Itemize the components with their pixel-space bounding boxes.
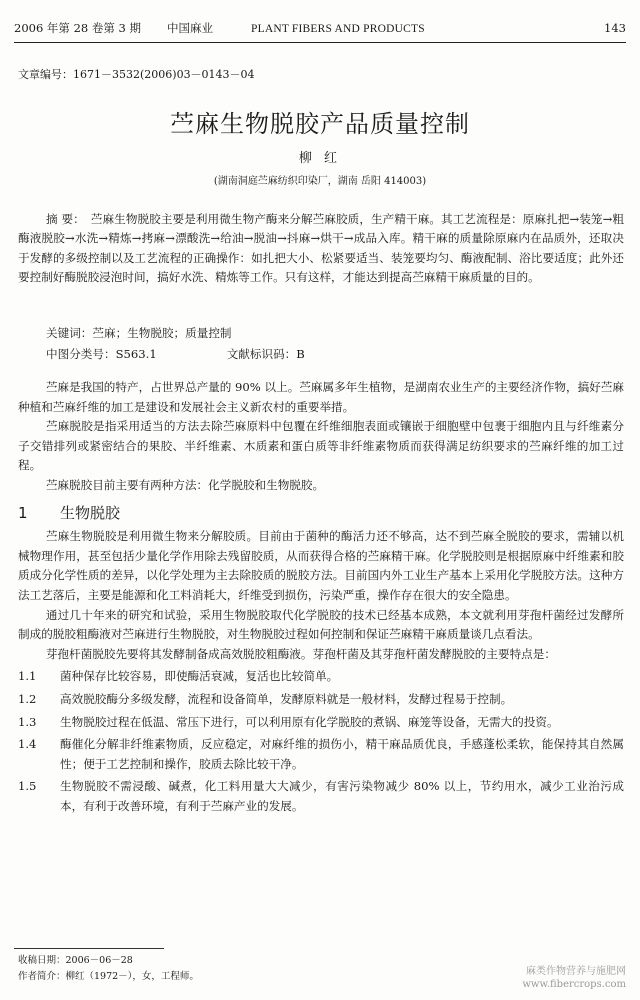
section-number: 1 (18, 503, 28, 522)
section-paragraph: 通过几十年来的研究和试验，采用生物脱胶取代化学脱胶的技术已经基本成熟，本文就利用芽孢杆菌经过发酵所制成的脱胶粗酶液对苎麻进行生物脱胶，对生物脱胶过程如何控制和保证苎麻精干麻质量谈几点看法。 (18, 607, 624, 642)
keywords: 关键词：苎麻；生物脱胶；质量控制 (46, 326, 232, 340)
item-number: 1.2 (18, 691, 37, 706)
affiliation: (湖南洞庭苎麻纺织印染厂，湖南 岳阳 414003) (213, 176, 427, 187)
journal-name-cn: 中国麻业 (167, 21, 213, 35)
watermark-url: www.fibercrops.com (522, 979, 626, 990)
footnote-rule (14, 948, 164, 949)
item-text: 高效脱胶酶分多级发酵，流程和设备简单，发酵原料就是一般材料，发酵过程易于控制。 (60, 691, 513, 706)
list-item (18, 735, 624, 774)
running-header (14, 20, 626, 38)
header-rule (14, 42, 626, 43)
article-number: 文章编号：1671－3532(2006)03－0143－04 (18, 68, 255, 81)
item-text: 菌种保存比较容易，即使酶活衰减，复活也比较简单。 (60, 669, 339, 684)
author-bio: 作者简介：柳红（1972－），女，工程师。 (18, 971, 199, 982)
received-date: 收稿日期：2006－06－28 (18, 955, 133, 966)
intro-paragraph: 苎麻脱胶目前主要有两种方法：化学脱胶和生物脱胶。 (45, 477, 325, 492)
issue-info: 2006 年第 28 卷第 3 期 (14, 21, 141, 35)
list-item (18, 777, 624, 816)
intro-paragraph: 苎麻是我国的特产，占世界总产量的 90% 以上。苎麻属多年生植物，是湖南农业生产的主要经济作物，搞好苎麻种植和苎麻纤维的加工是建设和发展社会主义新农村的重要举措。 (18, 380, 624, 414)
section-title: 生物脱胶 (60, 503, 121, 522)
watermark (522, 965, 626, 991)
watermark-cn: 麻类作物营养与施肥网 (526, 966, 626, 977)
intro-paragraph: 苎麻脱胶是指采用适当的方法去除苎麻原料中包覆在纤维细胞表面或镶嵌于细胞壁中包裹于细胞内且与纤维素分子交错排列或紧密结合的果胶、半纤维素、木质素和蛋白质等非纤维素物质而获得满足纺织要求的苎麻纤维的加工过程。 (18, 419, 624, 473)
section-heading (18, 504, 624, 524)
item-number: 1.5 (18, 779, 37, 794)
item-number: 1.1 (18, 669, 37, 684)
list-item (18, 667, 624, 687)
item-text: 生物脱胶不需浸酸、碱煮，化工料用量大大减少，有害污染物减少 80% 以上，节约用水，减少工业治污成本，有利于改善环境，有利于苎麻产业的发展。 (60, 779, 624, 813)
list-item (18, 690, 624, 710)
abstract-label: 摘 要： (46, 212, 85, 226)
footnote (18, 953, 199, 985)
journal-name-en: PLANT FIBERS AND PRODUCTS (251, 23, 425, 35)
item-number: 1.4 (18, 737, 37, 752)
abstract-text: 苎麻生物脱胶主要是利用微生物产酶来分解苎麻胶质，生产精干麻。其工艺流程是：原麻扎把→装笼→粗酶液脱胶→水洗→精炼→拷麻→漂酸洗→给油→脱油→抖麻→烘干→成品入库。精干麻的质量除原麻内在品质外，还取决于发酵的多级控制以及工艺流程的正确操作：如扎把大小、松紧要适当、装笼要均匀、酶液配制、浴比要适度；此外还要控制好酶脱胶浸泡时间，搞好水洗、精炼等工作。只有这样，才能达到提高苎麻精干麻质量的目的。 (18, 212, 624, 285)
section-paragraph: 苎麻生物脱胶是利用微生物来分解胶质。目前由于菌种的酶活力还不够高，达不到苎麻全脱胶的要求，需辅以机械物理作用，甚至包括少量化学作用除去残留胶质，从而获得合格的苎麻精干麻。化学脱胶则是根据原麻中纤维素和胶质成分化学性质的差异，以化学处理为主去除胶质的脱胶方法。目前国内外工业生产基本上采用化学脱胶方法。这种方法工艺落后，主要是能源和化工料消耗大，纤维受到损伤，污染严重，操作存在很大的安全隐患。 (18, 529, 624, 602)
classification-line (46, 346, 305, 362)
document-code: 文献标识码：B (226, 347, 305, 361)
item-text: 酶催化分解非纤维素物质，反应稳定，对麻纤维的损伤小，精干麻品质优良，手感蓬松柔软，能保持其自然属性；便于工艺控制和操作，胶质去除比较干净。 (60, 737, 624, 771)
page-number: 143 (604, 21, 626, 35)
abstract (18, 210, 624, 288)
paper-title: 苎麻生物脱胶产品质量控制 (170, 110, 470, 138)
body-text (18, 378, 624, 816)
item-text: 生物脱胶过程在低温、常压下进行，可以利用原有化学脱胶的煮锅、麻笼等设备，无需大的投资。 (60, 714, 559, 729)
list-item (18, 713, 624, 733)
author-name: 柳 红 (298, 151, 342, 166)
clc-number: 中图分类号：S563.1 (46, 347, 157, 361)
section-paragraph: 芽孢杆菌脱胶先要将其发酵制备成高效脱胶粗酶液。芽孢杆菌及其芽孢杆菌发酵脱胶的主要特点是： (45, 646, 556, 661)
item-number: 1.3 (18, 714, 37, 729)
